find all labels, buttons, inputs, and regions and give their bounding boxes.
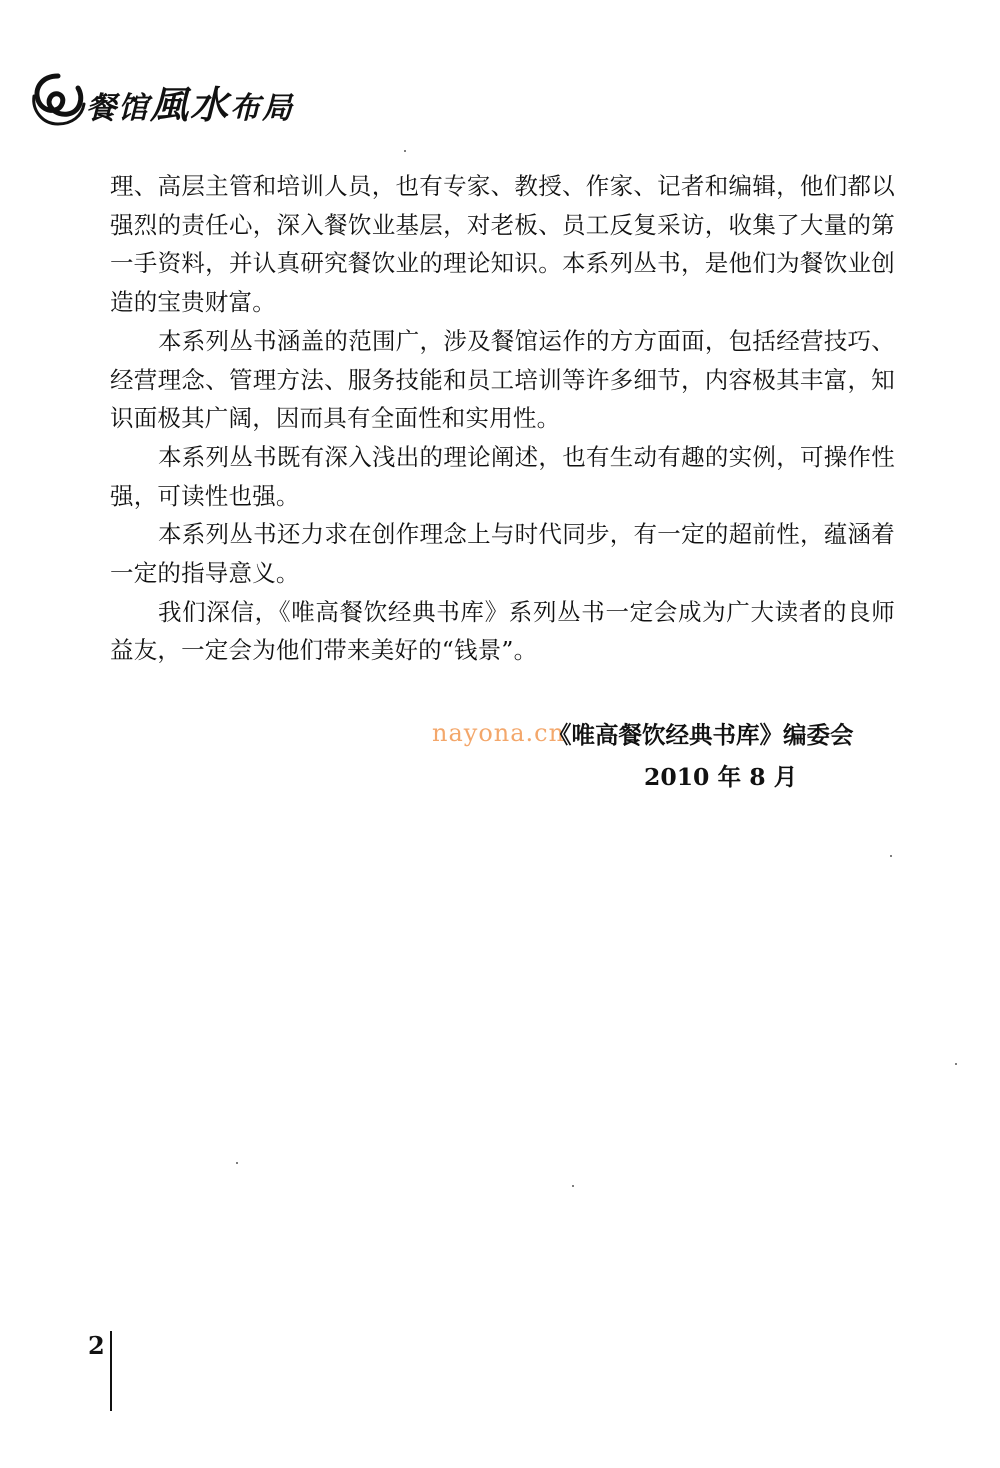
paragraph-2: 本系列丛书涵盖的范围广，涉及餐馆运作的方方面面，包括经营技巧、经营理念、管理方法、服务技能和员工培训等许多细节，内容极其丰富，知识面极其广阔，因而具有全面性和实用性。	[110, 326, 895, 433]
swirl-logo-icon	[28, 70, 88, 130]
title-part-1: 餐馆	[86, 91, 150, 126]
watermark: nayona.cn	[432, 719, 566, 747]
paragraph-4: 本系列丛书还力求在创作理念上与时代同步，有一定的超前性，蕴涵着一定的指导意义。	[110, 520, 895, 588]
paragraph-3: 本系列丛书既有深入浅出的理论阐述，也有生动有趣的实例，可操作性强，可读性也强。	[110, 442, 895, 510]
page-number: 2	[88, 1331, 105, 1360]
book-title	[86, 74, 294, 129]
running-header	[28, 70, 348, 130]
body-text	[110, 167, 895, 670]
paragraph-5: 我们深信，《唯高餐饮经典书库》系列丛书一定会成为广大读者的良师益友，一定会为他们带来美好的“钱景”。	[110, 597, 895, 665]
paragraph-1: 理、高层主管和培训人员，也有专家、教授、作家、记者和编辑，他们都以强烈的责任心，深入餐饮业基层，对老板、员工反复采访，收集了大量的第一手资料，并认真研究餐饮业的理论知识。本系列丛书，是他们为餐饮业创造的宝贵财富。	[110, 172, 895, 317]
title-part-2: 風水	[150, 82, 231, 127]
scan-speck	[236, 1162, 238, 1164]
title-part-3: 布局	[230, 91, 295, 126]
scan-speck	[572, 1185, 574, 1187]
publication-date: 2010 年 8 月	[644, 763, 798, 791]
scan-speck	[890, 855, 892, 857]
scan-speck	[955, 1063, 957, 1065]
margin-rule	[110, 1331, 112, 1411]
scan-speck	[404, 150, 406, 152]
editorial-committee-signature: 《唯高餐饮经典书库》编委会	[548, 721, 854, 749]
